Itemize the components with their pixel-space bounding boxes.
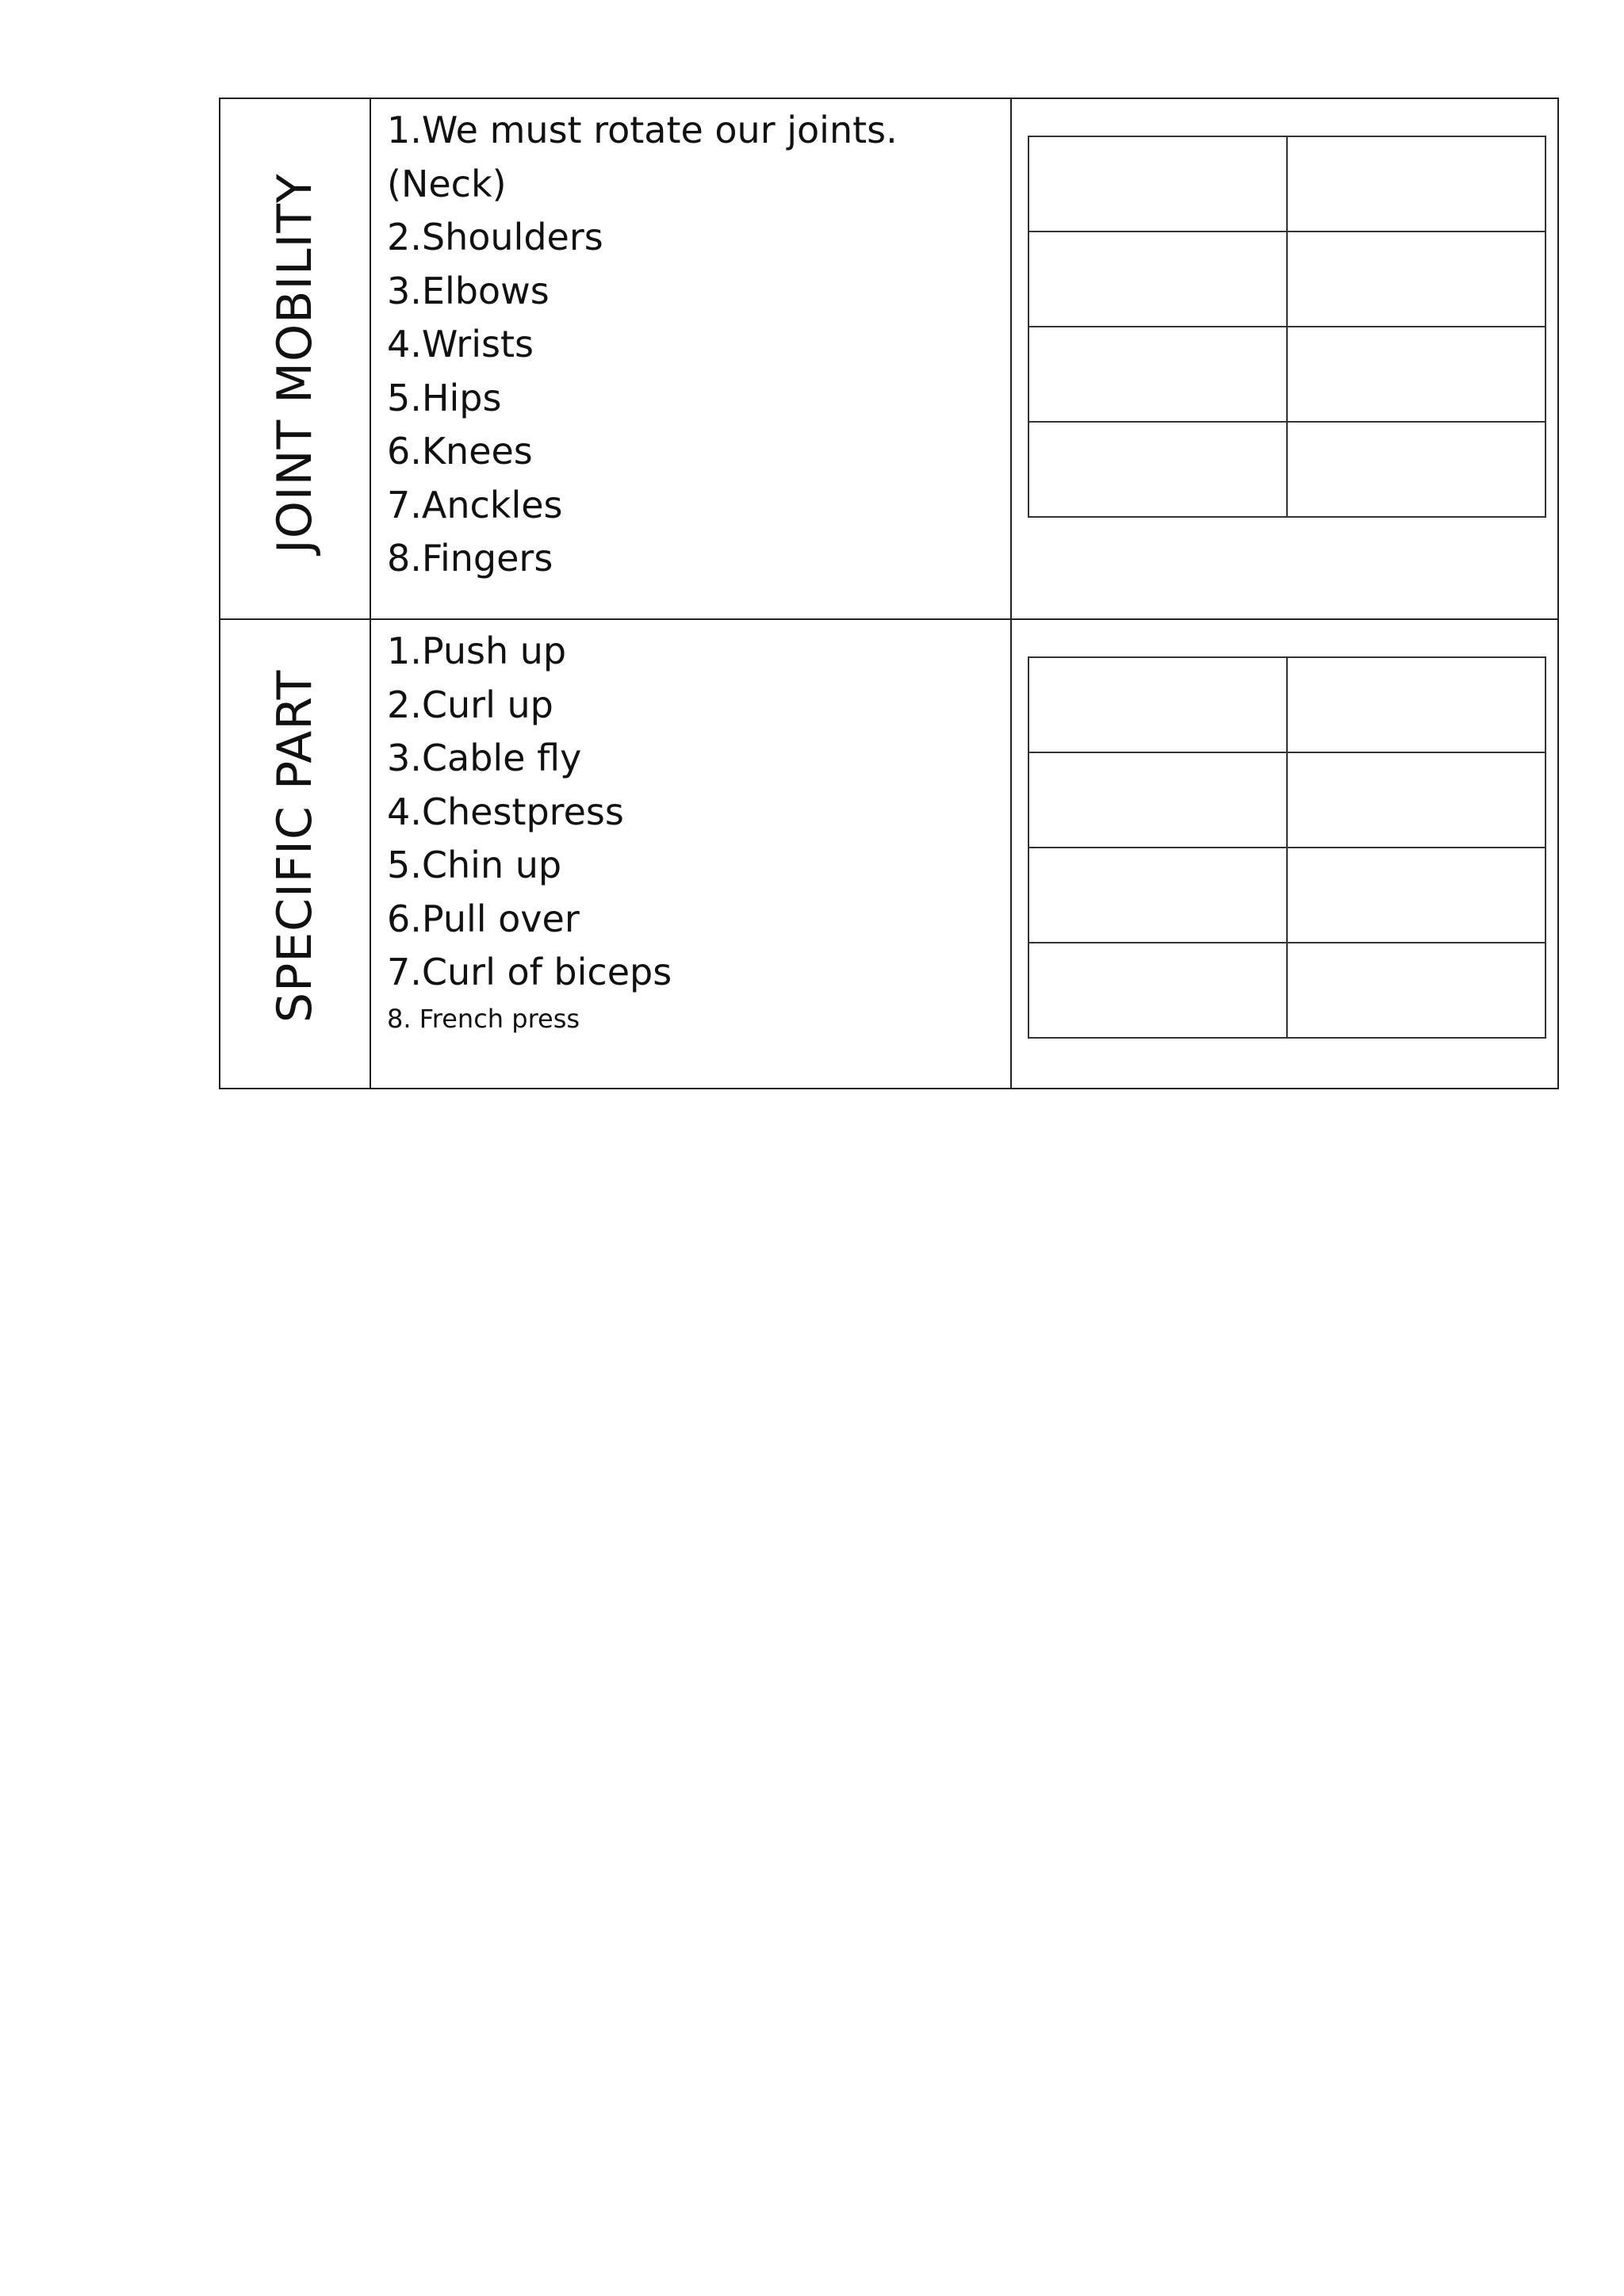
blank-grid-cell: [1011, 98, 1558, 619]
grid-box[interactable]: [1287, 943, 1545, 1038]
grid-row: [1028, 422, 1545, 517]
exercise-list: [371, 99, 1010, 586]
list-item: 4.Wrists: [387, 323, 534, 365]
grid-row: [1028, 848, 1545, 943]
grid-row: [1028, 327, 1545, 422]
grid-box[interactable]: [1028, 136, 1287, 232]
grid-box[interactable]: [1287, 327, 1545, 422]
grid-row: [1028, 752, 1545, 848]
list-item: 7.Anckles: [387, 483, 563, 526]
grid-box[interactable]: [1287, 752, 1545, 848]
grid-box[interactable]: [1287, 422, 1545, 517]
grid-row: [1028, 943, 1545, 1038]
list-item: 2.Shoulders: [387, 216, 603, 258]
grid-row: [1028, 657, 1545, 752]
list-item: 3.Elbows: [387, 269, 550, 312]
blank-grid: [1028, 656, 1546, 1039]
grid-box[interactable]: [1028, 327, 1287, 422]
grid-box[interactable]: [1028, 657, 1287, 752]
list-item: 1.We must rotate our joints.: [387, 109, 898, 151]
grid-box[interactable]: [1287, 136, 1545, 232]
list-item: 8.Fingers: [387, 537, 553, 580]
section-title: SPECIFIC PART: [267, 669, 323, 1023]
grid-box[interactable]: [1287, 657, 1545, 752]
grid-box[interactable]: [1028, 422, 1287, 517]
list-item: 8. French press: [387, 1003, 580, 1034]
list-item: 5.Chin up: [387, 844, 562, 886]
list-item: 1.Push up: [387, 629, 567, 672]
list-item: 2.Curl up: [387, 683, 553, 726]
grid-box[interactable]: [1028, 232, 1287, 327]
list-item: 3.Cable fly: [387, 737, 582, 779]
list-item: 6.Pull over: [387, 897, 580, 940]
blank-grid: [1028, 136, 1546, 518]
grid-box[interactable]: [1028, 943, 1287, 1038]
grid-box[interactable]: [1028, 752, 1287, 848]
list-item: 5.Hips: [387, 376, 502, 419]
list-item: (Neck): [387, 162, 507, 205]
grid-row: [1028, 136, 1545, 232]
exercise-table: [219, 98, 1559, 1089]
grid-row: [1028, 232, 1545, 327]
section-title-cell: [220, 98, 370, 619]
exercise-list-cell: [370, 98, 1011, 619]
grid-box[interactable]: [1028, 848, 1287, 943]
blank-grid-cell: [1011, 619, 1558, 1089]
list-item: 6.Knees: [387, 430, 533, 473]
grid-box[interactable]: [1287, 232, 1545, 327]
section-row-joint-mobility: [220, 98, 1558, 619]
section-title-cell: [220, 619, 370, 1089]
exercise-list-cell: [370, 619, 1011, 1089]
list-item: 7.Curl of biceps: [387, 951, 672, 993]
section-row-specific-part: [220, 619, 1558, 1089]
section-title: JOINT MOBILITY: [267, 173, 323, 553]
list-item: 4.Chestpress: [387, 790, 624, 833]
exercise-list: [371, 620, 1010, 1038]
grid-box[interactable]: [1287, 848, 1545, 943]
